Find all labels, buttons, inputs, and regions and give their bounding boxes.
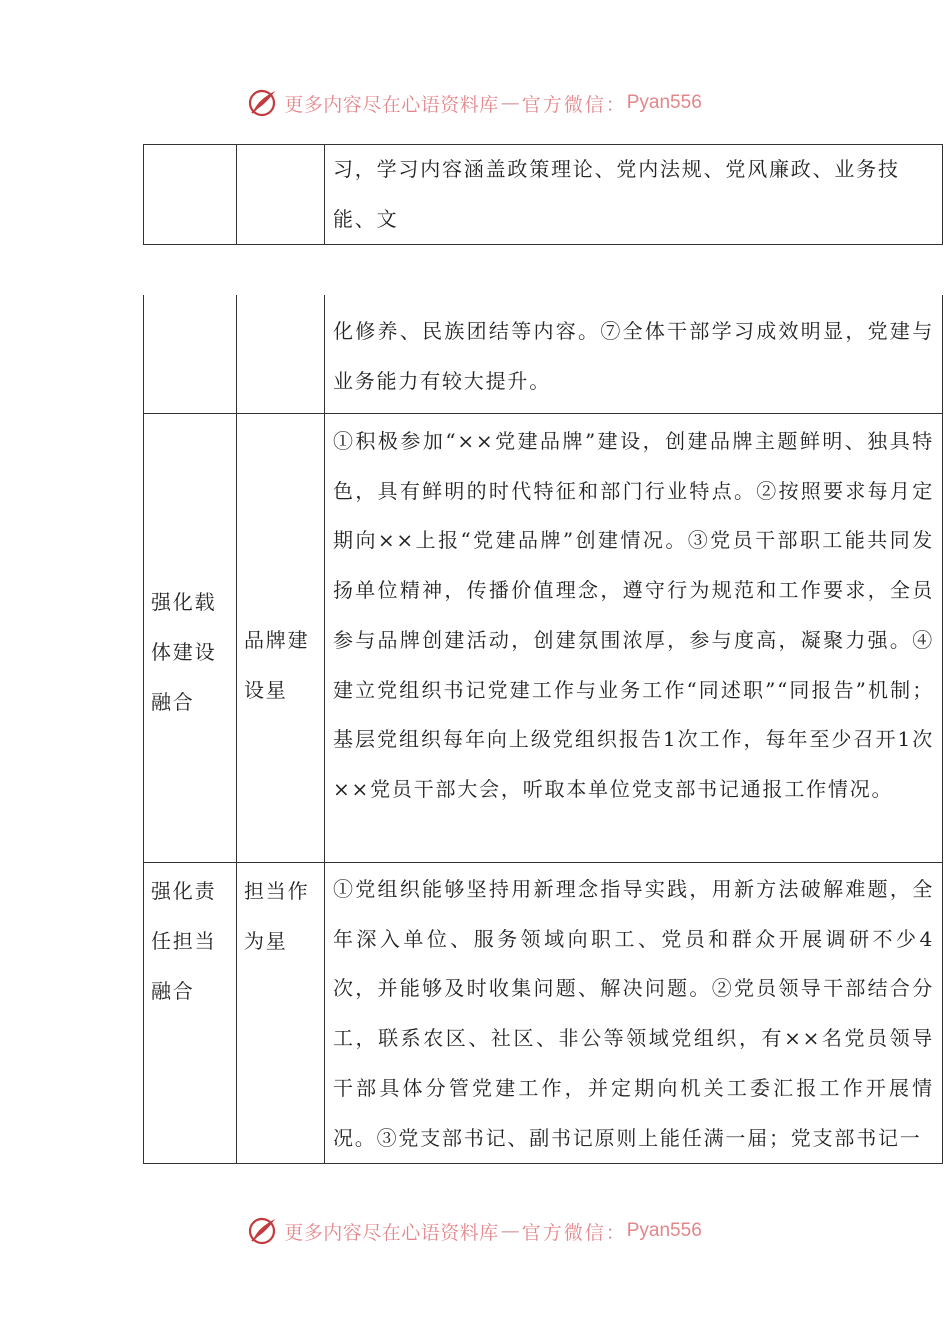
quill-logo-icon [248, 88, 278, 118]
category-label: 强化载体建设融合 [151, 590, 217, 714]
cell-category [144, 863, 237, 1164]
table-row [144, 145, 943, 245]
criteria-text: ①积极参加“××党建品牌”建设，创建品牌主题鲜明、独具特色，具有鲜明的时代特征和部门行业特点。②按照要求每月定期向××上报“党建品牌”创建情况。③党员干部职工能共同发扬单位精神，传播价值理念，遵守行为规范和工作要求，全员参与品牌创建活动，创建氛围浓厚，参与度高，凝聚力强。④建立党组织书记党建工作与业务工作“同述职”“同报告”机制；基层党组织每年向上级党组织报告1次工作，每年至少召开1次××党员干部大会，听取本单位党支部书记通报工作情况。 [333, 429, 934, 801]
star-label: 担当作为星 [244, 879, 310, 953]
table-continuation [143, 144, 943, 245]
table-row [144, 863, 943, 1164]
criteria-text: 化修养、民族团结等内容。⑦全体干部学习成效明显，党建与业务能力有较大提升。 [333, 319, 934, 393]
cell-star [237, 295, 325, 414]
cell-star [237, 414, 325, 863]
watermark-brand: 更多内容尽在心语资料库 [284, 93, 499, 116]
cell-criteria [325, 863, 943, 1164]
watermark-dash: — [500, 92, 520, 114]
criteria-text: ①党组织能够坚持用新理念指导实践，用新方法破解难题，全年深入单位、服务领域向职工、党员和群众开展调研不少4次，并能够及时收集问题、解决问题。②党员领导干部结合分工，联系农区、社区、非公等领域党组织，有××名党员领导干部具体分管党建工作，并定期向机关工委汇报工作开展情况。③党支部书记、副书记原则上能任满一届；党支部书记一 [333, 877, 934, 1150]
cell-star [237, 145, 325, 245]
cell-criteria [325, 295, 943, 414]
table-main [143, 295, 943, 1164]
watermark-wechat-label: 官方微信： [521, 1221, 627, 1244]
watermark-dash: — [500, 1220, 520, 1242]
table-row [144, 414, 943, 863]
watermark-wechat-id: Pyan556 [626, 92, 702, 113]
cell-star [237, 863, 325, 1164]
cell-criteria [325, 145, 943, 245]
cell-category [144, 295, 237, 414]
watermark-header [0, 88, 950, 118]
quill-logo-icon [248, 1216, 278, 1246]
star-label: 品牌建设星 [244, 628, 310, 702]
cell-category [144, 414, 237, 863]
watermark-wechat-label: 官方微信： [521, 93, 627, 116]
criteria-text: 习，学习内容涵盖政策理论、党内法规、党风廉政、业务技能、文 [333, 157, 900, 231]
cell-category [144, 145, 237, 245]
table-row [144, 295, 943, 414]
category-label: 强化责任担当融合 [151, 879, 217, 1003]
cell-criteria [325, 414, 943, 863]
watermark-brand: 更多内容尽在心语资料库 [284, 1221, 499, 1244]
watermark-footer [0, 1216, 950, 1246]
watermark-wechat-id: Pyan556 [626, 1220, 702, 1241]
